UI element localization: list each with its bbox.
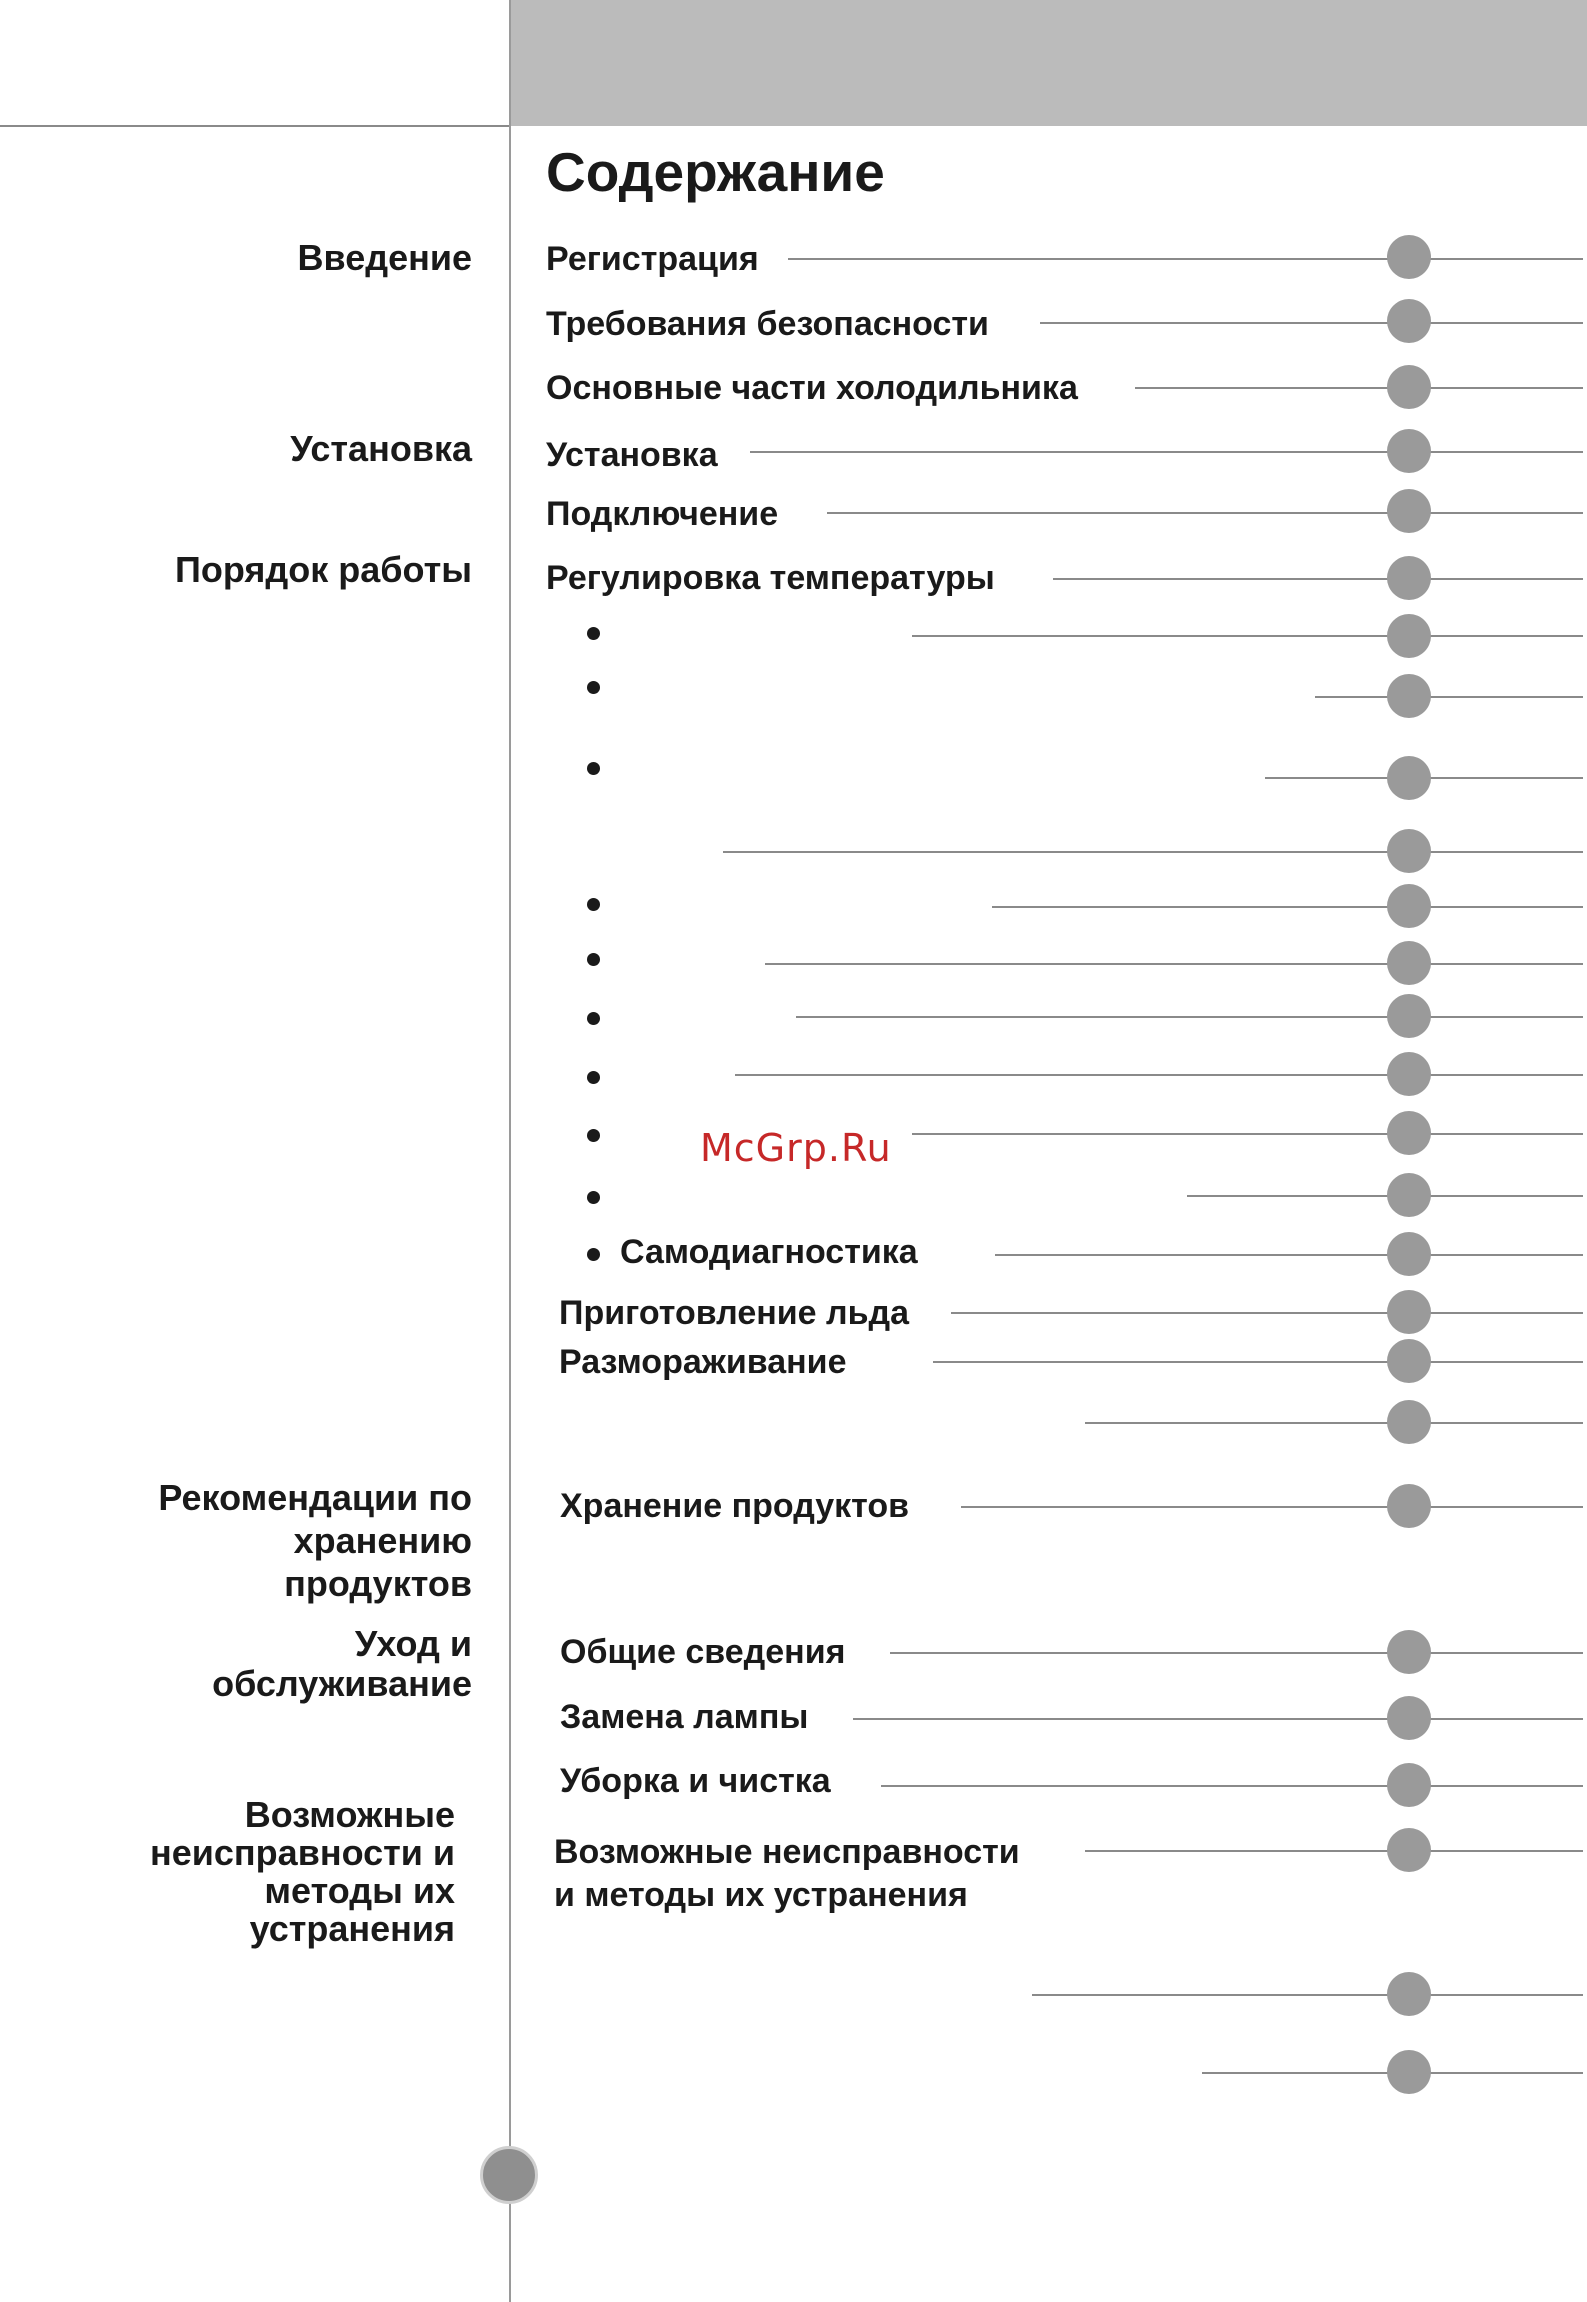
section-trouble-line: Возможные — [244, 1794, 455, 1835]
section-install: Установка — [290, 428, 472, 469]
toc-entry-troubleshooting[interactable] — [554, 1831, 1020, 1917]
section-storage-line: хранению — [293, 1520, 472, 1561]
leader-line — [1187, 1195, 1583, 1197]
leader-line — [912, 1133, 1583, 1135]
page-number-dot — [1387, 365, 1431, 409]
toc-entry-ice[interactable]: Приготовление льда — [559, 1294, 910, 1332]
page-number-dot — [1387, 1052, 1431, 1096]
bullet — [587, 681, 600, 694]
bullet — [587, 1012, 600, 1025]
toc-entry-installation[interactable]: Установка — [546, 436, 718, 474]
page-number-dot — [1387, 756, 1431, 800]
section-trouble-line: устранения — [249, 1908, 455, 1949]
bullet — [587, 1071, 600, 1084]
toc-entry-parts[interactable]: Основные части холодильника — [546, 369, 1078, 407]
section-care-line: Уход и — [354, 1623, 472, 1664]
leader-line — [933, 1361, 1583, 1363]
toc-entry-troubleshooting-line: Возможные неисправности — [554, 1833, 1020, 1871]
toc-entry-general[interactable]: Общие сведения — [560, 1633, 846, 1671]
leader-line — [1135, 387, 1583, 389]
leader-line — [765, 963, 1583, 965]
page-number-dot — [1387, 1630, 1431, 1674]
section-trouble-line: неисправности и — [150, 1832, 455, 1873]
watermark-text: McGrp.Ru — [700, 1126, 892, 1170]
toc-entry-cleaning[interactable]: Уборка и чистка — [560, 1762, 831, 1800]
page-number-dot — [1387, 1173, 1431, 1217]
toc-entry-connection[interactable]: Подключение — [546, 495, 779, 533]
leader-line — [995, 1254, 1583, 1256]
section-troubleshooting — [150, 1796, 455, 1948]
page-number-dot — [1387, 1828, 1431, 1872]
leader-line — [1085, 1850, 1583, 1852]
page-number-dot — [1387, 489, 1431, 533]
page-number-dot — [1387, 674, 1431, 718]
page-number-dot — [1387, 556, 1431, 600]
leader-line — [1053, 578, 1583, 580]
bullet — [587, 762, 600, 775]
leader-line — [951, 1312, 1583, 1314]
header-band — [510, 0, 1587, 126]
leader-line — [992, 906, 1583, 908]
page-number-dot — [1387, 994, 1431, 1038]
leader-line — [912, 635, 1583, 637]
vertical-divider — [509, 0, 511, 2302]
leader-line — [881, 1785, 1583, 1787]
page-number-dot — [1387, 1972, 1431, 2016]
section-care — [212, 1624, 472, 1704]
leader-line — [1040, 322, 1583, 324]
toc-entry-lamp[interactable]: Замена лампы — [560, 1698, 809, 1736]
leader-line — [1315, 696, 1583, 698]
page-number-dot — [1387, 941, 1431, 985]
bullet — [587, 953, 600, 966]
leader-line — [853, 1718, 1583, 1720]
toc-entry-food-storage[interactable]: Хранение продуктов — [560, 1487, 910, 1525]
leader-line — [890, 1652, 1583, 1654]
page-number-dot — [1387, 1484, 1431, 1528]
section-storage — [158, 1476, 472, 1605]
leader-line — [723, 851, 1583, 853]
toc-entry-registration[interactable]: Регистрация — [546, 240, 759, 278]
toc-entry-troubleshooting-line: и методы их устранения — [554, 1876, 968, 1914]
page-number-dot — [1387, 299, 1431, 343]
header-rule — [0, 125, 510, 127]
section-operation: Порядок работы — [175, 549, 472, 590]
section-trouble-line: методы их — [264, 1870, 455, 1911]
bullet — [587, 898, 600, 911]
leader-line — [735, 1074, 1583, 1076]
page-number-dot — [1387, 235, 1431, 279]
toc-entry-safety[interactable]: Требования безопасности — [546, 305, 989, 343]
page-number-dot — [1387, 1339, 1431, 1383]
bullet — [587, 1191, 600, 1204]
page-number-dot — [1387, 1696, 1431, 1740]
page-number-dot — [1387, 429, 1431, 473]
page-number-dot — [1387, 1763, 1431, 1807]
page-number-dot — [1387, 2050, 1431, 2094]
page-number-dot — [1387, 614, 1431, 658]
page-number-dot — [1387, 1111, 1431, 1155]
leader-line — [961, 1506, 1583, 1508]
page-number-dot — [1387, 1232, 1431, 1276]
toc-entry-defrost[interactable]: Размораживание — [559, 1343, 847, 1381]
toc-entry-temperature[interactable]: Регулировка температуры — [546, 559, 995, 597]
page-number-dot — [1387, 1290, 1431, 1334]
leader-line — [827, 512, 1583, 514]
page-number-dot — [1387, 1400, 1431, 1444]
page-number-dot — [1387, 829, 1431, 873]
toc-entry-self-diagnostics[interactable]: Самодиагностика — [620, 1233, 918, 1271]
page-number-circle — [480, 2146, 538, 2204]
section-intro: Введение — [297, 237, 472, 278]
section-care-line: обслуживание — [212, 1663, 472, 1704]
bullet — [587, 1248, 600, 1261]
leader-line — [796, 1016, 1583, 1018]
page-title: Содержание — [546, 141, 885, 203]
section-storage-line: продуктов — [284, 1563, 472, 1604]
leader-line — [750, 451, 1583, 453]
bullet — [587, 627, 600, 640]
section-storage-line: Рекомендации по — [158, 1477, 472, 1518]
bullet — [587, 1129, 600, 1142]
page-number-dot — [1387, 884, 1431, 928]
leader-line — [788, 258, 1583, 260]
leader-line — [1032, 1994, 1583, 1996]
leader-line — [1085, 1422, 1583, 1424]
